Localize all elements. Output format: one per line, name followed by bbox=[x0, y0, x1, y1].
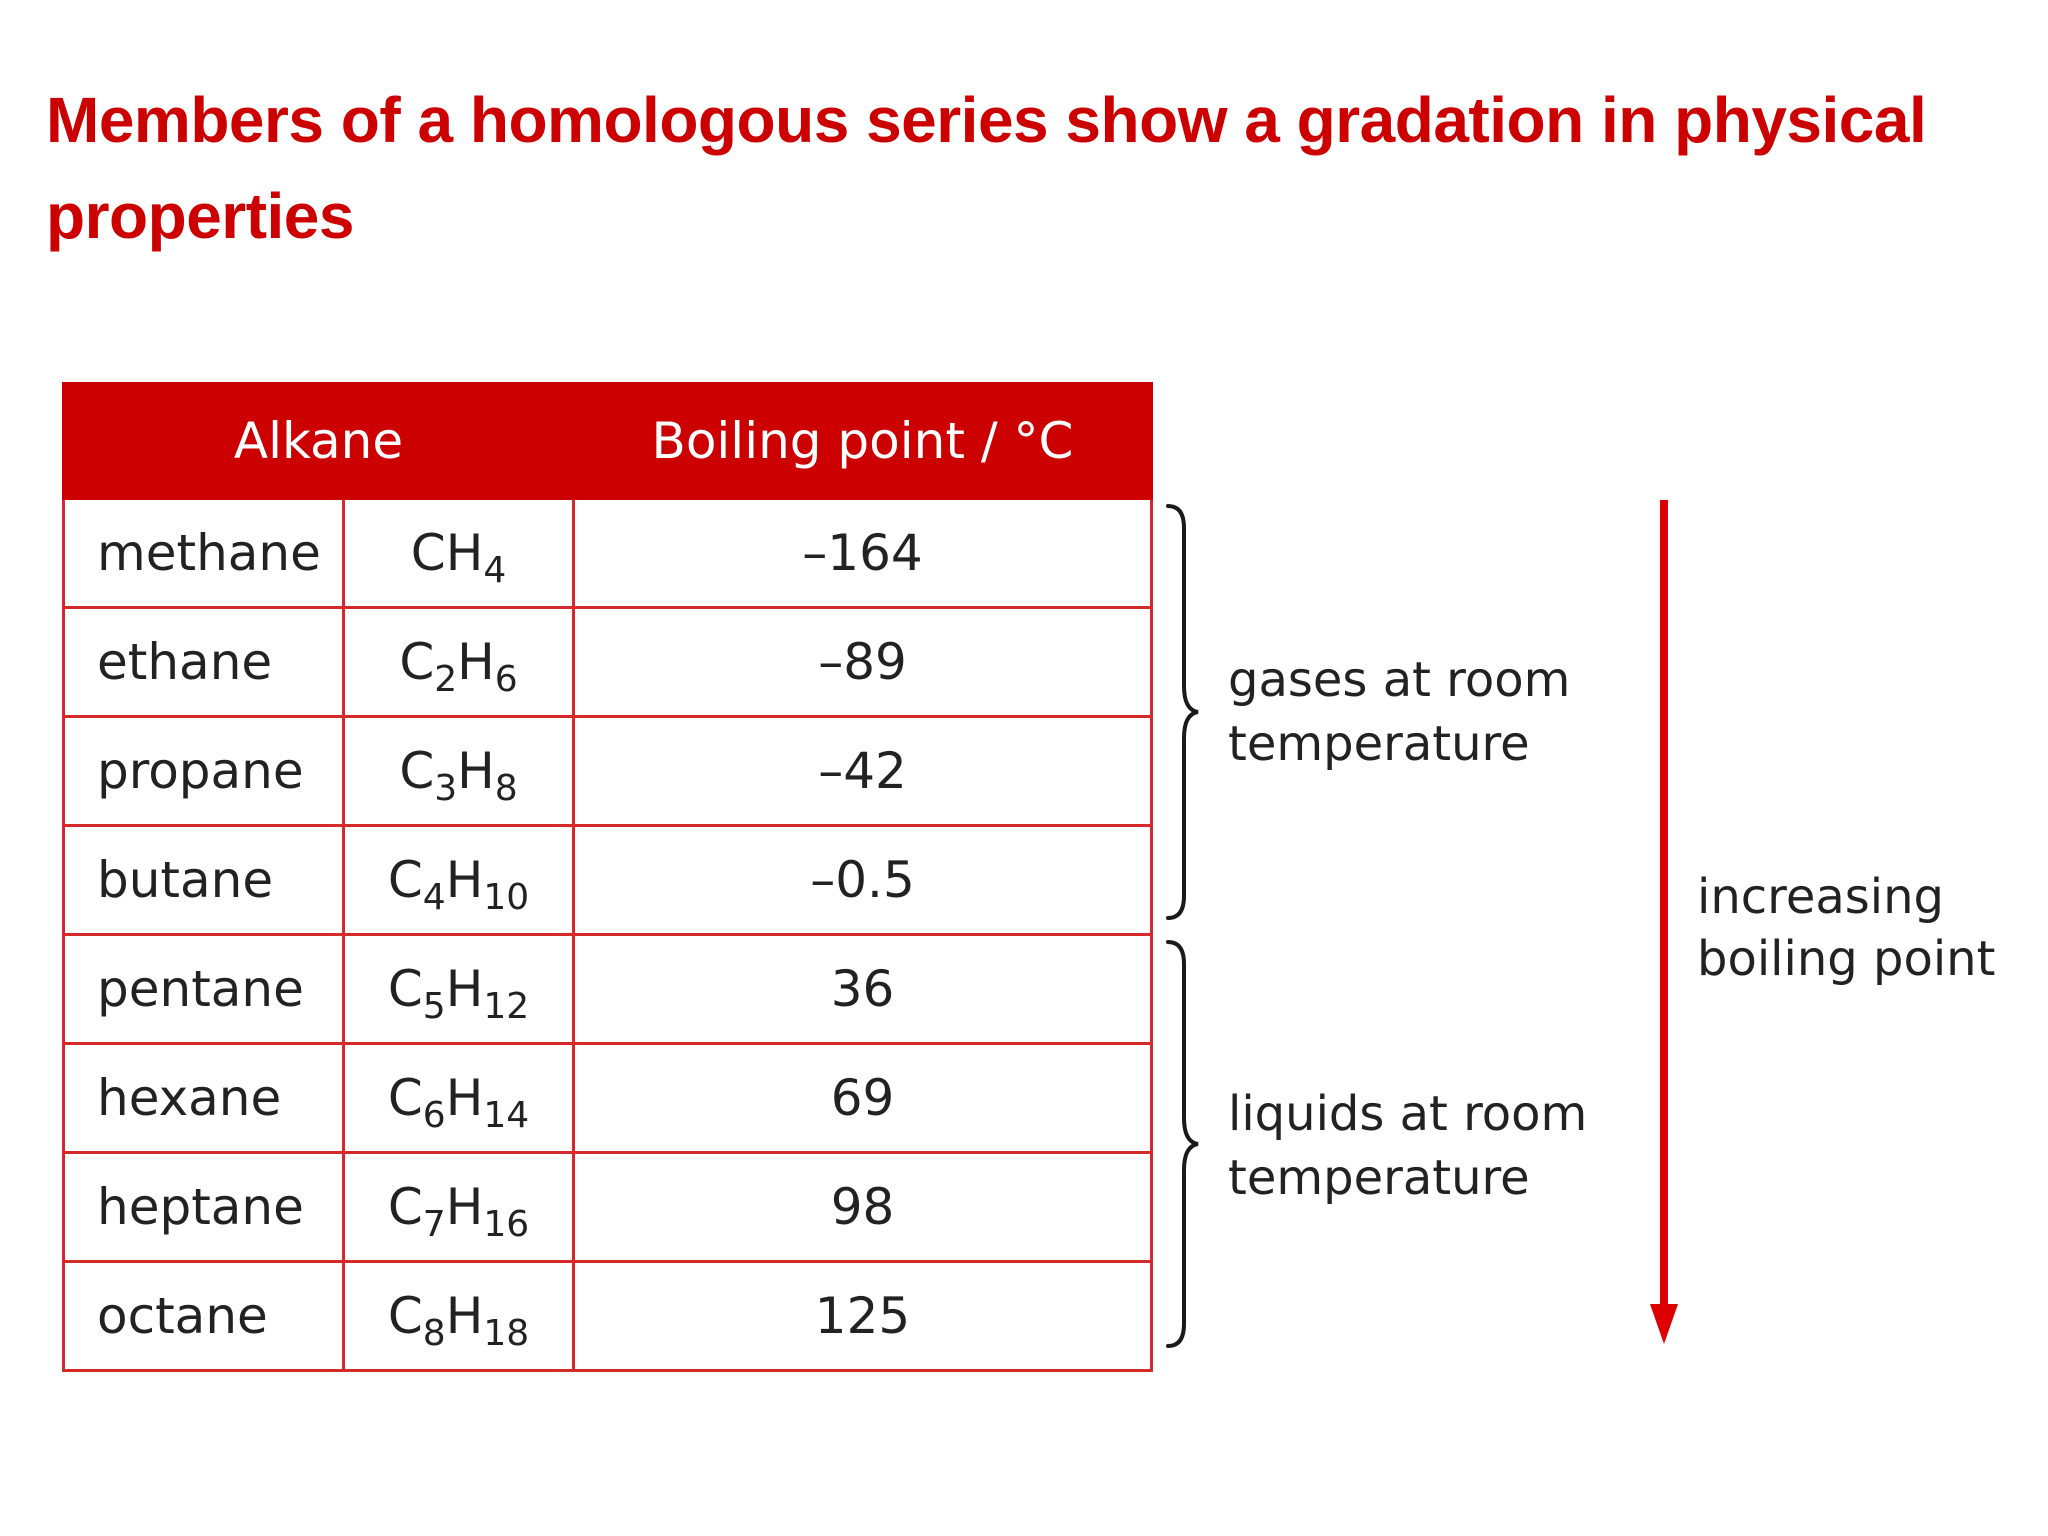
table-row bbox=[64, 935, 1152, 1044]
table-row bbox=[64, 717, 1152, 826]
boiling-point-cell: –42 bbox=[574, 717, 1152, 826]
formula-element-symbol: H bbox=[445, 524, 484, 582]
formula-element-symbol: C bbox=[410, 524, 446, 582]
alkane-column-header: Alkane bbox=[64, 384, 574, 499]
alkane-name-cell: ethane bbox=[64, 608, 344, 717]
alkane-table-container bbox=[62, 382, 1153, 1372]
formula-subscript: 10 bbox=[483, 877, 530, 918]
table-row bbox=[64, 499, 1152, 608]
formula-element-symbol: C bbox=[399, 633, 435, 691]
formula-element-symbol: H bbox=[457, 742, 495, 800]
liquids-group-label bbox=[1228, 1082, 1587, 1210]
formula-element-symbol: C bbox=[387, 851, 423, 909]
formula-element-symbol: C bbox=[387, 1287, 423, 1345]
molecular-formula-cell bbox=[344, 826, 574, 935]
alkane-name-cell: propane bbox=[64, 717, 344, 826]
formula-subscript: 18 bbox=[483, 1313, 530, 1354]
molecular-formula-cell bbox=[344, 499, 574, 608]
formula-element-symbol: H bbox=[445, 960, 484, 1018]
alkane-name-cell: butane bbox=[64, 826, 344, 935]
formula-element-symbol: C bbox=[387, 960, 423, 1018]
formula-subscript: 4 bbox=[483, 550, 507, 591]
molecular-formula-cell bbox=[344, 608, 574, 717]
molecular-formula-cell bbox=[344, 1044, 574, 1153]
gases-group-label bbox=[1228, 648, 1570, 776]
boiling-point-cell: –164 bbox=[574, 499, 1152, 608]
boiling-point-column-header: Boiling point / °C bbox=[574, 384, 1152, 499]
alkane-name-cell: heptane bbox=[64, 1153, 344, 1262]
formula-element-symbol: C bbox=[399, 742, 435, 800]
alkane-name-cell: methane bbox=[64, 499, 344, 608]
table-row bbox=[64, 1044, 1152, 1153]
molecular-formula-cell bbox=[344, 1262, 574, 1371]
formula-subscript: 14 bbox=[483, 1095, 530, 1136]
boiling-point-cell: 69 bbox=[574, 1044, 1152, 1153]
boiling-point-cell: –0.5 bbox=[574, 826, 1152, 935]
table-header-row bbox=[64, 384, 1152, 499]
formula-subscript: 3 bbox=[434, 768, 458, 809]
page-title: Members of a homologous series show a gradation in physical properties bbox=[46, 84, 1927, 252]
formula-subscript: 4 bbox=[422, 877, 446, 918]
formula-subscript: 7 bbox=[422, 1204, 446, 1245]
formula-subscript: 8 bbox=[422, 1313, 446, 1354]
formula-element-symbol: H bbox=[445, 1178, 484, 1236]
molecular-formula-cell bbox=[344, 935, 574, 1044]
trend-label-line-1: increasing bbox=[1697, 869, 1945, 925]
alkane-name-cell: hexane bbox=[64, 1044, 344, 1153]
boiling-point-cell: 125 bbox=[574, 1262, 1152, 1371]
gases-label-line-1: gases at room bbox=[1228, 652, 1571, 708]
molecular-formula-cell bbox=[344, 1153, 574, 1262]
trend-label-line-2: boiling point bbox=[1697, 931, 1996, 987]
liquids-label-line-1: liquids at room bbox=[1228, 1086, 1588, 1142]
liquids-label-line-2: temperature bbox=[1228, 1150, 1530, 1206]
table-row bbox=[64, 1262, 1152, 1371]
formula-subscript: 5 bbox=[422, 986, 446, 1027]
boiling-point-cell: –89 bbox=[574, 608, 1152, 717]
formula-subscript: 16 bbox=[483, 1204, 530, 1245]
boiling-point-cell: 36 bbox=[574, 935, 1152, 1044]
formula-subscript: 6 bbox=[422, 1095, 446, 1136]
alkane-name-cell: octane bbox=[64, 1262, 344, 1371]
molecular-formula-cell bbox=[344, 717, 574, 826]
gases-group-brace bbox=[1162, 502, 1202, 922]
table-row bbox=[64, 1153, 1152, 1262]
formula-subscript: 12 bbox=[483, 986, 530, 1027]
table-body bbox=[64, 499, 1152, 1371]
formula-subscript: 8 bbox=[494, 768, 518, 809]
formula-element-symbol: H bbox=[445, 1069, 484, 1127]
table-row bbox=[64, 826, 1152, 935]
formula-element-symbol: H bbox=[445, 851, 484, 909]
formula-element-symbol: C bbox=[387, 1069, 423, 1127]
alkane-name-cell: pentane bbox=[64, 935, 344, 1044]
formula-element-symbol: C bbox=[387, 1178, 423, 1236]
formula-element-symbol: H bbox=[445, 1287, 484, 1345]
formula-subscript: 2 bbox=[434, 659, 458, 700]
formula-subscript: 6 bbox=[494, 659, 518, 700]
alkane-boiling-point-table bbox=[62, 382, 1153, 1372]
liquids-group-brace bbox=[1162, 938, 1202, 1350]
table-row bbox=[64, 608, 1152, 717]
boiling-point-cell: 98 bbox=[574, 1153, 1152, 1262]
trend-label bbox=[1697, 866, 1995, 990]
down-arrow-icon bbox=[1648, 498, 1680, 1348]
gases-label-line-2: temperature bbox=[1228, 716, 1530, 772]
formula-element-symbol: H bbox=[457, 633, 495, 691]
